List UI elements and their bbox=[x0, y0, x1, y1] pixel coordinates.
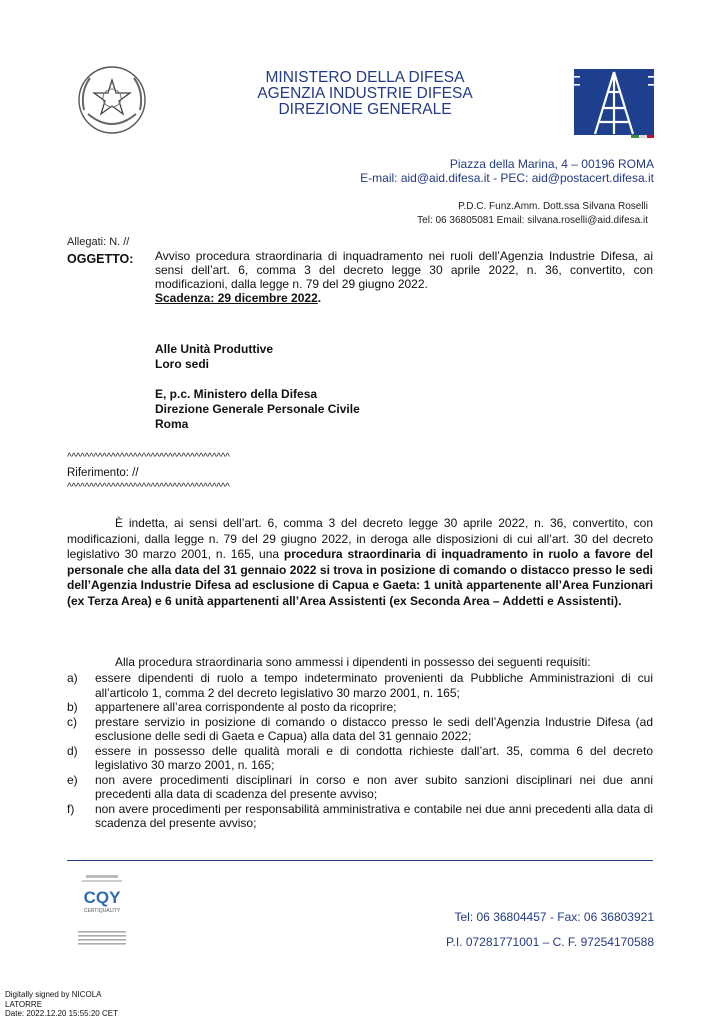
recipient-line-3: E, p.c. Ministero della Difesa bbox=[155, 387, 318, 401]
requirement-text: prestare servizio in posizione di comando o distacco presso le sedi dell’Agenzia Industrie Difesa (ad esclusione delle sedi di Gaeta e Capua) alla data del 31 gennaio 2022; bbox=[95, 714, 653, 743]
footer-contacts bbox=[446, 905, 654, 955]
italian-republic-emblem bbox=[74, 62, 150, 138]
subject-label: OGGETTO: bbox=[67, 252, 134, 266]
requirement-item bbox=[67, 744, 653, 773]
footer-divider bbox=[67, 860, 653, 861]
requirements-list bbox=[67, 671, 653, 831]
requirement-letter: d) bbox=[67, 743, 78, 758]
signature-line-1: Digitally signed by NICOLA bbox=[5, 990, 102, 999]
requirements-intro: Alla procedura straordinaria sono ammessi i dipendenti in possesso dei seguenti requisiti: bbox=[115, 655, 591, 669]
attachments-line: Allegati: N. // bbox=[67, 236, 130, 248]
subject-body: Avviso procedura straordinaria di inquadramento nei ruoli dell’Agenzia Industrie Difesa, ai sensi dell’art. 6, comma 3 del decreto legge 30 aprile 2022, n. 36, convertito, con modificazioni, dalla legge n. 79 del 29 giugno 2022. bbox=[155, 249, 653, 291]
requirement-item bbox=[67, 700, 653, 715]
contact-person-details: Tel: 06 36805081 Email: silvana.roselli@aid.difesa.it bbox=[417, 215, 648, 226]
cert-brand: CQY bbox=[83, 888, 121, 907]
requirement-item bbox=[67, 671, 653, 700]
requirement-text: essere dipendenti di ruolo a tempo indeterminato provenienti da Pubbliche Amministrazioni di cui all’articolo 1, comma 2 del decreto legislativo 30 marzo 2001, n. 165; bbox=[95, 671, 653, 700]
footer-vat-fiscal: P.I. 07281771001 – C. F. 97254170588 bbox=[446, 935, 654, 949]
separator-bottom: ^^^^^^^^^^^^^^^^^^^^^^^^^^^^^^^^^^^^^ bbox=[67, 482, 230, 493]
recipients-cc bbox=[155, 387, 360, 432]
header-line-1: MINISTERO DELLA DIFESA bbox=[265, 69, 465, 86]
deadline: Scadenza: 29 dicembre 2022 bbox=[155, 291, 318, 305]
recipients-primary bbox=[155, 342, 273, 372]
address-block bbox=[360, 157, 654, 185]
requirement-item bbox=[67, 773, 653, 802]
email-addresses: E-mail: aid@aid.difesa.it - PEC: aid@postacert.difesa.it bbox=[360, 171, 654, 185]
reference-line: Riferimento: // bbox=[67, 467, 139, 479]
body-paragraph-plain: È indetta, ai sensi dell’art. 6, comma 3 del decreto legge 30 aprile 2022, n. 36, convertito, con modificazioni, dalla legge n. 79 del 29 giugno 2022, in deroga alle disposizioni di cui all’art. 30 del decreto legislativo 30 marzo 2001, n. 165, una bbox=[67, 516, 653, 561]
contact-person-block bbox=[417, 200, 648, 228]
recipient-line-5: Roma bbox=[155, 417, 189, 431]
requirement-text: non avere procedimenti per responsabilità amministrativa e contabile nei due anni precedenti alla data di scadenza del presente avviso; bbox=[95, 801, 653, 830]
requirement-text: non avere procedimenti disciplinari in corso e non aver subito sanzioni disciplinari nei due anni precedenti alla data di scadenza del presente avviso; bbox=[95, 772, 653, 801]
signature-line-2: LATORRE bbox=[5, 999, 43, 1009]
requirement-item bbox=[67, 715, 653, 744]
contact-person-name: P.D.C. Funz.Amm. Dott.ssa Silvana Roselli bbox=[458, 201, 648, 212]
signature-line-3: Date: 2022.12.20 15:55:20 CET bbox=[5, 1009, 118, 1018]
requirement-letter: a) bbox=[67, 671, 78, 685]
aid-logo bbox=[573, 68, 655, 140]
footer-tel-fax: Tel: 06 36804457 - Fax: 06 36803921 bbox=[454, 910, 654, 924]
deadline-dot: . bbox=[317, 291, 322, 305]
ministry-header bbox=[190, 70, 540, 118]
separator-top: ^^^^^^^^^^^^^^^^^^^^^^^^^^^^^^^^^^^^^ bbox=[67, 452, 230, 463]
recipient-line-2: Loro sedi bbox=[155, 357, 210, 371]
requirement-text: appartenere all’area corrispondente al posto da ricoprire; bbox=[95, 700, 397, 714]
requirement-letter: e) bbox=[67, 772, 78, 787]
requirement-letter: c) bbox=[67, 714, 77, 729]
recipient-line-1: Alle Unità Produttive bbox=[155, 342, 274, 356]
body-paragraph-bold: procedura straordinaria di inquadramento in ruolo a favore del personale che alla data del 31 gennaio 2022 si trova in posizione di comando o distacco presso le sedi dell’Agenzia Industrie Difesa ad esclusione di Capua e Gaeta: 1 unità appartenente all’Area Funzionari (ex Terza Area) e 6 unità appartenenti all’Area Assistenti (ex Seconda Area – Addetti e Assistenti). bbox=[67, 547, 653, 608]
header-line-2: AGENZIA INDUSTRIE DIFESA bbox=[257, 85, 473, 102]
requirement-letter: f) bbox=[67, 801, 75, 816]
street-address: Piazza della Marina, 4 – 00196 ROMA bbox=[449, 157, 654, 171]
digital-signature bbox=[5, 990, 118, 1019]
certiquality-logo bbox=[72, 873, 132, 953]
header-line-3: DIREZIONE GENERALE bbox=[278, 101, 452, 118]
requirement-item bbox=[67, 802, 653, 831]
cert-subtitle: CERTIQUALITY bbox=[83, 908, 121, 914]
requirement-text: essere in possesso delle qualità morali e di condotta richieste dall’art. 35, comma 6 del decreto legislativo 30 marzo 2001, n. 165; bbox=[95, 743, 653, 772]
subject-text bbox=[155, 249, 653, 305]
body-paragraph bbox=[67, 516, 653, 609]
requirement-letter: b) bbox=[67, 700, 78, 714]
recipient-line-4: Direzione Generale Personale Civile bbox=[155, 402, 360, 416]
